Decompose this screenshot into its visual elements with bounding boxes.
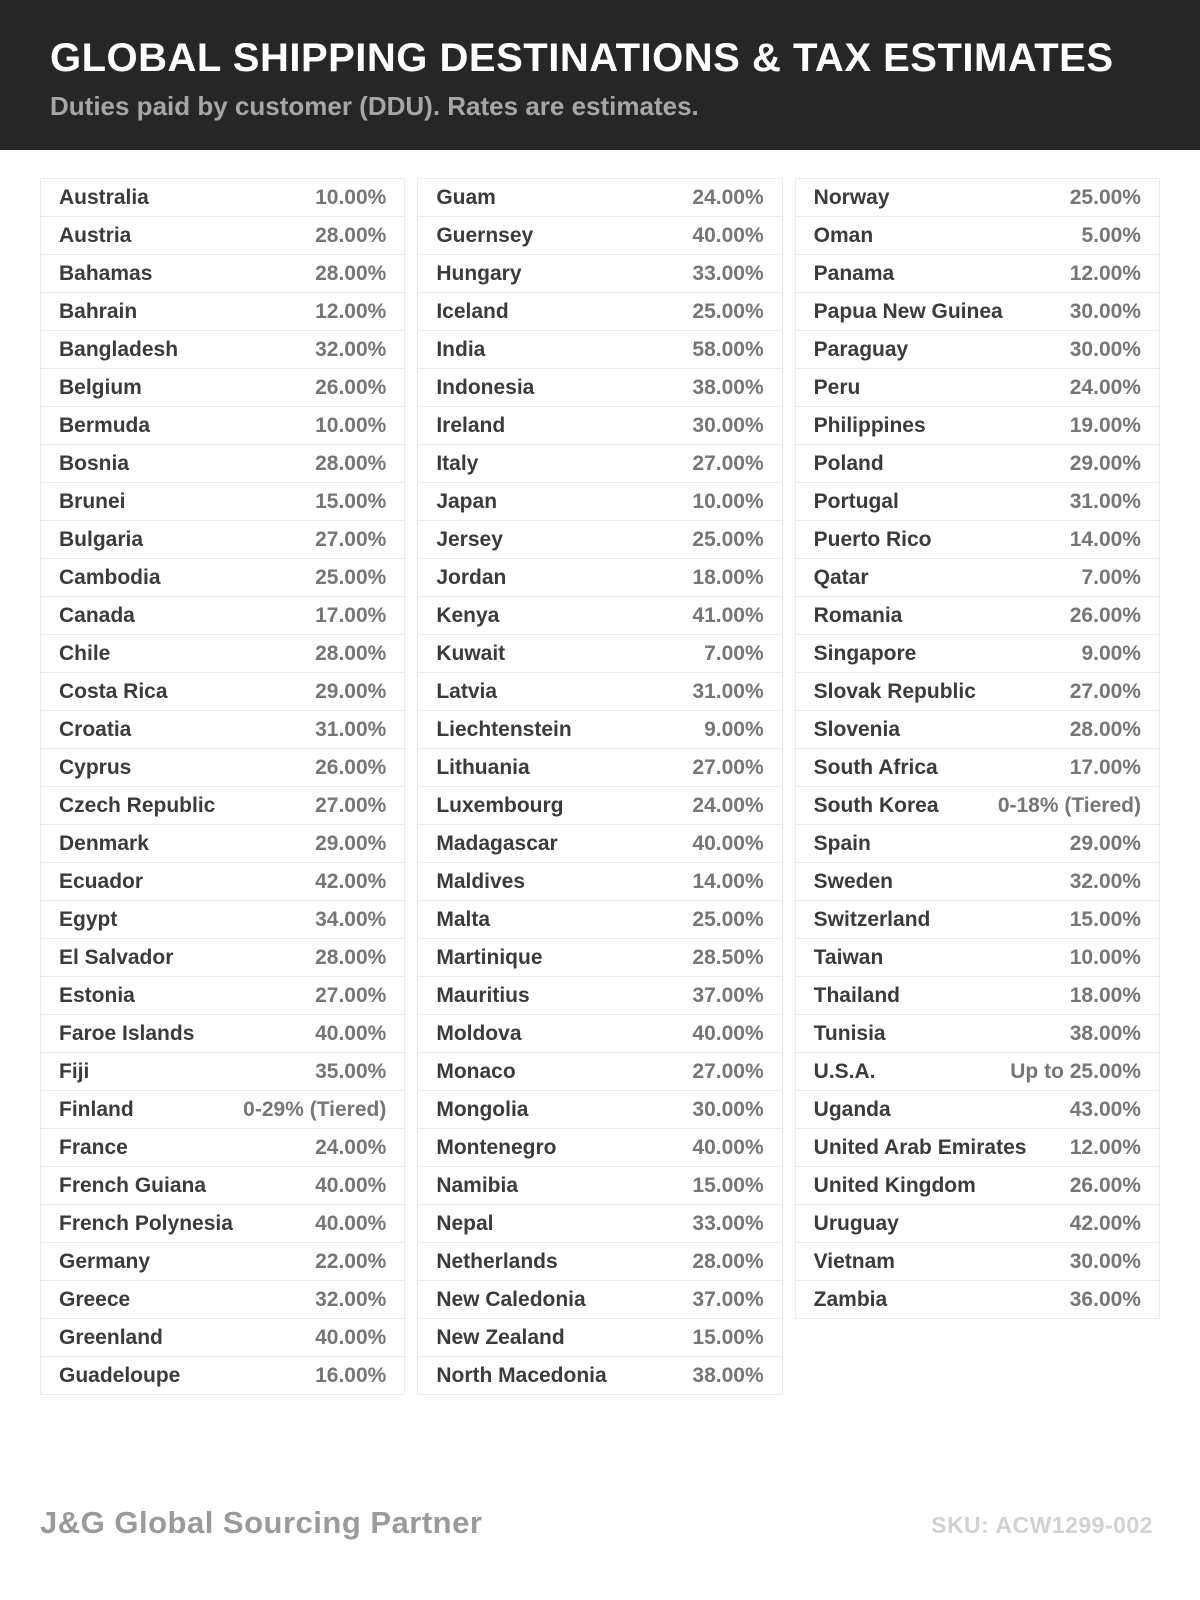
table-row (795, 1053, 1160, 1091)
tax-rate: 34.00% (315, 907, 387, 931)
table-row (417, 597, 782, 635)
table-row (795, 597, 1160, 635)
country-name: Slovak Republic (813, 679, 976, 703)
table-row (417, 483, 782, 521)
country-name: Guam (436, 185, 496, 209)
tax-rate: 31.00% (1069, 489, 1141, 513)
country-name: Austria (59, 223, 132, 247)
table-row (40, 597, 405, 635)
table-row (795, 749, 1160, 787)
tax-rate: 24.00% (692, 185, 764, 209)
table-row (417, 1243, 782, 1281)
tax-rate: 18.00% (1069, 983, 1141, 1007)
tax-rate: 10.00% (692, 489, 764, 513)
tax-rate: 5.00% (1081, 223, 1141, 247)
table-row (417, 1319, 782, 1357)
page-header (0, 0, 1200, 150)
tax-rate: 28.00% (315, 451, 387, 475)
tax-rate: 7.00% (704, 641, 764, 665)
tax-rate: 30.00% (1069, 299, 1141, 323)
table-row (40, 1319, 405, 1357)
table-row (417, 1129, 782, 1167)
table-row (795, 673, 1160, 711)
table-row (40, 559, 405, 597)
country-name: Puerto Rico (813, 527, 932, 551)
country-name: Monaco (436, 1059, 516, 1083)
tax-rate: 14.00% (692, 869, 764, 893)
tax-rate: 9.00% (1081, 641, 1141, 665)
tax-rate: 38.00% (692, 1363, 764, 1387)
tax-rate: 28.00% (692, 1249, 764, 1273)
tax-rate: 29.00% (1069, 451, 1141, 475)
country-name: Kenya (436, 603, 500, 627)
tax-rate: 32.00% (315, 1287, 387, 1311)
tax-rate: 58.00% (692, 337, 764, 361)
table-row (795, 179, 1160, 217)
country-name: El Salvador (59, 945, 174, 969)
country-name: Australia (59, 185, 149, 209)
table-row (40, 635, 405, 673)
table-row (417, 331, 782, 369)
table-row (417, 293, 782, 331)
country-name: Bahrain (59, 299, 138, 323)
tax-rate: 25.00% (692, 907, 764, 931)
country-name: Japan (436, 489, 498, 513)
table-row (795, 369, 1160, 407)
country-name: Cyprus (59, 755, 132, 779)
country-name: Indonesia (436, 375, 535, 399)
tax-rate: 27.00% (315, 793, 387, 817)
country-name: Brunei (59, 489, 126, 513)
country-name: Lithuania (436, 755, 530, 779)
country-name: Slovenia (813, 717, 901, 741)
tax-rate: 12.00% (1069, 1135, 1141, 1159)
country-name: Switzerland (813, 907, 931, 931)
country-name: Moldova (436, 1021, 522, 1045)
tax-rate: 10.00% (315, 185, 387, 209)
table-row (40, 293, 405, 331)
tax-rate: 24.00% (692, 793, 764, 817)
tax-rate: 25.00% (1069, 185, 1141, 209)
table-row (795, 293, 1160, 331)
tax-rate: 40.00% (315, 1173, 387, 1197)
tax-rate: 27.00% (315, 527, 387, 551)
country-name: Belgium (59, 375, 142, 399)
table-row (40, 901, 405, 939)
tax-rate: 38.00% (692, 375, 764, 399)
table-row (795, 1243, 1160, 1281)
country-name: Liechtenstein (436, 717, 572, 741)
country-name: Bangladesh (59, 337, 179, 361)
tax-rate: 26.00% (315, 375, 387, 399)
tax-rate: 27.00% (692, 451, 764, 475)
table-row (40, 1091, 405, 1129)
table-row (417, 863, 782, 901)
table-row (417, 1091, 782, 1129)
table-row (795, 1281, 1160, 1319)
brand-name: J&G Global Sourcing Partner (40, 1505, 483, 1540)
tax-rate: 40.00% (692, 831, 764, 855)
tax-rate: 10.00% (1069, 945, 1141, 969)
tax-rate: 17.00% (1069, 755, 1141, 779)
tax-rate: 33.00% (692, 261, 764, 285)
tax-rate: 26.00% (1069, 1173, 1141, 1197)
country-name: Faroe Islands (59, 1021, 195, 1045)
country-name: Greenland (59, 1325, 163, 1349)
country-name: Papua New Guinea (813, 299, 1003, 323)
table-row (40, 1281, 405, 1319)
country-name: Norway (813, 185, 890, 209)
table-row (417, 179, 782, 217)
tax-rate: 42.00% (315, 869, 387, 893)
country-name: Croatia (59, 717, 132, 741)
country-name: Latvia (436, 679, 498, 703)
country-name: French Guiana (59, 1173, 207, 1197)
table-row (417, 1015, 782, 1053)
tax-rate: 30.00% (692, 1097, 764, 1121)
tax-rate: 37.00% (692, 983, 764, 1007)
tax-rate: 31.00% (315, 717, 387, 741)
country-name: Estonia (59, 983, 135, 1007)
tax-rate: 30.00% (692, 413, 764, 437)
table-row (795, 635, 1160, 673)
table-row (40, 1129, 405, 1167)
country-name: Mongolia (436, 1097, 529, 1121)
country-name: Greece (59, 1287, 131, 1311)
country-name: Hungary (436, 261, 522, 285)
tax-rate: 30.00% (1069, 337, 1141, 361)
tax-rate: 40.00% (692, 223, 764, 247)
country-name: Ireland (436, 413, 506, 437)
table-row (795, 787, 1160, 825)
table-row (40, 787, 405, 825)
rates-column-2 (417, 178, 782, 1395)
tax-rate: 15.00% (1069, 907, 1141, 931)
country-name: New Caledonia (436, 1287, 586, 1311)
tax-rate: 31.00% (692, 679, 764, 703)
country-name: U.S.A. (813, 1059, 876, 1083)
country-name: United Kingdom (813, 1173, 976, 1197)
country-name: United Arab Emirates (813, 1135, 1027, 1159)
country-name: Denmark (59, 831, 149, 855)
country-name: Guadeloupe (59, 1363, 181, 1387)
tax-rate: 28.00% (315, 945, 387, 969)
country-name: Portugal (813, 489, 899, 513)
tax-rate: 0-18% (Tiered) (997, 793, 1141, 817)
table-row (795, 445, 1160, 483)
table-row (40, 217, 405, 255)
tax-rate: 0-29% (Tiered) (243, 1097, 387, 1121)
table-row (417, 521, 782, 559)
country-name: Martinique (436, 945, 543, 969)
country-name: Fiji (59, 1059, 90, 1083)
table-row (795, 1129, 1160, 1167)
tax-rate: 12.00% (1069, 261, 1141, 285)
table-row (417, 749, 782, 787)
country-name: Qatar (813, 565, 869, 589)
tax-rate: 40.00% (315, 1021, 387, 1045)
table-row (40, 445, 405, 483)
country-name: Thailand (813, 983, 900, 1007)
tax-rate: 27.00% (1069, 679, 1141, 703)
country-name: Spain (813, 831, 871, 855)
table-row (795, 939, 1160, 977)
table-row (40, 521, 405, 559)
table-row (795, 483, 1160, 521)
table-row (417, 255, 782, 293)
table-row (795, 1015, 1160, 1053)
country-name: Peru (813, 375, 861, 399)
country-name: Uruguay (813, 1211, 899, 1235)
country-name: Bulgaria (59, 527, 144, 551)
tax-rate: 28.50% (692, 945, 764, 969)
tax-rate: 24.00% (1069, 375, 1141, 399)
country-name: Montenegro (436, 1135, 557, 1159)
country-name: Bermuda (59, 413, 151, 437)
country-name: Zambia (813, 1287, 888, 1311)
table-row (795, 711, 1160, 749)
rates-column-3 (795, 178, 1160, 1319)
table-row (795, 407, 1160, 445)
sku-label: SKU: ACW1299-002 (931, 1512, 1153, 1538)
table-row (40, 673, 405, 711)
tax-rate: 7.00% (1081, 565, 1141, 589)
country-name: Madagascar (436, 831, 558, 855)
tax-rate: 43.00% (1069, 1097, 1141, 1121)
table-row (417, 445, 782, 483)
tax-rate: Up to 25.00% (1010, 1059, 1141, 1083)
tax-rate: 15.00% (315, 489, 387, 513)
tax-rate: 28.00% (315, 223, 387, 247)
tax-rate: 15.00% (692, 1325, 764, 1349)
country-name: Kuwait (436, 641, 506, 665)
tax-rate: 28.00% (315, 261, 387, 285)
country-name: Panama (813, 261, 895, 285)
tax-rate: 28.00% (1069, 717, 1141, 741)
table-row (795, 825, 1160, 863)
country-name: Egypt (59, 907, 118, 931)
country-name: Oman (813, 223, 874, 247)
tax-rate: 35.00% (315, 1059, 387, 1083)
table-row (40, 179, 405, 217)
country-name: Mauritius (436, 983, 530, 1007)
table-row (40, 369, 405, 407)
tax-rate: 40.00% (315, 1325, 387, 1349)
table-row (40, 711, 405, 749)
table-row (417, 977, 782, 1015)
country-name: Germany (59, 1249, 151, 1273)
table-row (40, 331, 405, 369)
country-name: Vietnam (813, 1249, 895, 1273)
table-row (417, 635, 782, 673)
table-row (417, 559, 782, 597)
country-name: Iceland (436, 299, 509, 323)
page-subtitle: Duties paid by customer (DDU). Rates are estimates. (50, 91, 699, 121)
table-row (795, 901, 1160, 939)
country-name: South Korea (813, 793, 939, 817)
tax-rate: 9.00% (704, 717, 764, 741)
table-row (417, 1167, 782, 1205)
country-name: Bosnia (59, 451, 130, 475)
tax-rate: 10.00% (315, 413, 387, 437)
country-name: Luxembourg (436, 793, 564, 817)
country-name: Namibia (436, 1173, 519, 1197)
tax-rate: 27.00% (315, 983, 387, 1007)
country-name: Romania (813, 603, 903, 627)
country-name: North Macedonia (436, 1363, 607, 1387)
table-row (40, 1205, 405, 1243)
tax-rate: 29.00% (315, 679, 387, 703)
table-row (417, 901, 782, 939)
country-name: Guernsey (436, 223, 534, 247)
table-row (795, 559, 1160, 597)
tax-rate: 27.00% (692, 1059, 764, 1083)
tax-rate: 25.00% (315, 565, 387, 589)
table-row (417, 711, 782, 749)
table-row (40, 1357, 405, 1395)
rates-column-1 (40, 178, 405, 1395)
tax-rate: 25.00% (692, 299, 764, 323)
tax-rate: 33.00% (692, 1211, 764, 1235)
country-name: Bahamas (59, 261, 153, 285)
country-name: Tunisia (813, 1021, 886, 1045)
tax-rate: 29.00% (315, 831, 387, 855)
table-row (417, 407, 782, 445)
country-name: South Africa (813, 755, 938, 779)
country-name: Jersey (436, 527, 503, 551)
table-row (417, 939, 782, 977)
tax-rate: 27.00% (692, 755, 764, 779)
table-row (40, 825, 405, 863)
country-name: Finland (59, 1097, 134, 1121)
table-row (417, 1205, 782, 1243)
country-name: Poland (813, 451, 884, 475)
tax-rate: 26.00% (315, 755, 387, 779)
country-name: Czech Republic (59, 793, 216, 817)
tax-rate: 12.00% (315, 299, 387, 323)
table-row (795, 977, 1160, 1015)
table-row (795, 255, 1160, 293)
tax-rate: 18.00% (692, 565, 764, 589)
tax-rate: 41.00% (692, 603, 764, 627)
tax-rate: 22.00% (315, 1249, 387, 1273)
tax-rate: 40.00% (315, 1211, 387, 1235)
country-name: Canada (59, 603, 135, 627)
table-row (417, 1357, 782, 1395)
table-row (40, 1243, 405, 1281)
country-name: Cambodia (59, 565, 161, 589)
country-name: Maldives (436, 869, 526, 893)
table-row (40, 939, 405, 977)
tax-rate: 30.00% (1069, 1249, 1141, 1273)
country-name: India (436, 337, 486, 361)
country-name: Jordan (436, 565, 507, 589)
country-name: Singapore (813, 641, 917, 665)
table-row (40, 977, 405, 1015)
table-row (795, 1091, 1160, 1129)
country-name: Malta (436, 907, 491, 931)
table-row (417, 217, 782, 255)
tax-rate: 14.00% (1069, 527, 1141, 551)
table-row (40, 1053, 405, 1091)
table-row (40, 1167, 405, 1205)
country-name: Sweden (813, 869, 894, 893)
tax-rate: 32.00% (1069, 869, 1141, 893)
tax-rate: 42.00% (1069, 1211, 1141, 1235)
table-row (795, 331, 1160, 369)
table-row (417, 825, 782, 863)
tax-rate: 25.00% (692, 527, 764, 551)
country-name: Italy (436, 451, 479, 475)
table-row (40, 749, 405, 787)
tax-rate: 28.00% (315, 641, 387, 665)
table-row (417, 673, 782, 711)
tax-rate: 26.00% (1069, 603, 1141, 627)
table-row (417, 1053, 782, 1091)
tax-rate: 16.00% (315, 1363, 387, 1387)
tax-rate: 37.00% (692, 1287, 764, 1311)
rates-table (40, 178, 1160, 1395)
page-footer (40, 1505, 1153, 1541)
country-name: Paraguay (813, 337, 909, 361)
table-row (795, 217, 1160, 255)
table-row (40, 863, 405, 901)
table-row (40, 483, 405, 521)
table-row (40, 1015, 405, 1053)
tax-rate: 15.00% (692, 1173, 764, 1197)
table-row (40, 255, 405, 293)
country-name: Costa Rica (59, 679, 168, 703)
table-row (40, 407, 405, 445)
tax-rate: 40.00% (692, 1021, 764, 1045)
tax-rate: 38.00% (1069, 1021, 1141, 1045)
country-name: Taiwan (813, 945, 884, 969)
country-name: New Zealand (436, 1325, 565, 1349)
table-row (417, 787, 782, 825)
table-row (795, 1205, 1160, 1243)
tax-rate: 19.00% (1069, 413, 1141, 437)
country-name: France (59, 1135, 128, 1159)
tax-rate: 40.00% (692, 1135, 764, 1159)
table-row (417, 369, 782, 407)
country-name: Chile (59, 641, 111, 665)
tax-rate: 17.00% (315, 603, 387, 627)
country-name: Nepal (436, 1211, 494, 1235)
tax-rate: 24.00% (315, 1135, 387, 1159)
country-name: Uganda (813, 1097, 891, 1121)
tax-rate: 29.00% (1069, 831, 1141, 855)
country-name: Netherlands (436, 1249, 558, 1273)
table-row (795, 1167, 1160, 1205)
page-title: GLOBAL SHIPPING DESTINATIONS & TAX ESTIMATES (50, 36, 1114, 80)
country-name: Ecuador (59, 869, 144, 893)
table-row (417, 1281, 782, 1319)
table-row (795, 863, 1160, 901)
table-row (795, 521, 1160, 559)
tax-rate: 32.00% (315, 337, 387, 361)
country-name: Philippines (813, 413, 926, 437)
country-name: French Polynesia (59, 1211, 233, 1235)
tax-rate: 36.00% (1069, 1287, 1141, 1311)
